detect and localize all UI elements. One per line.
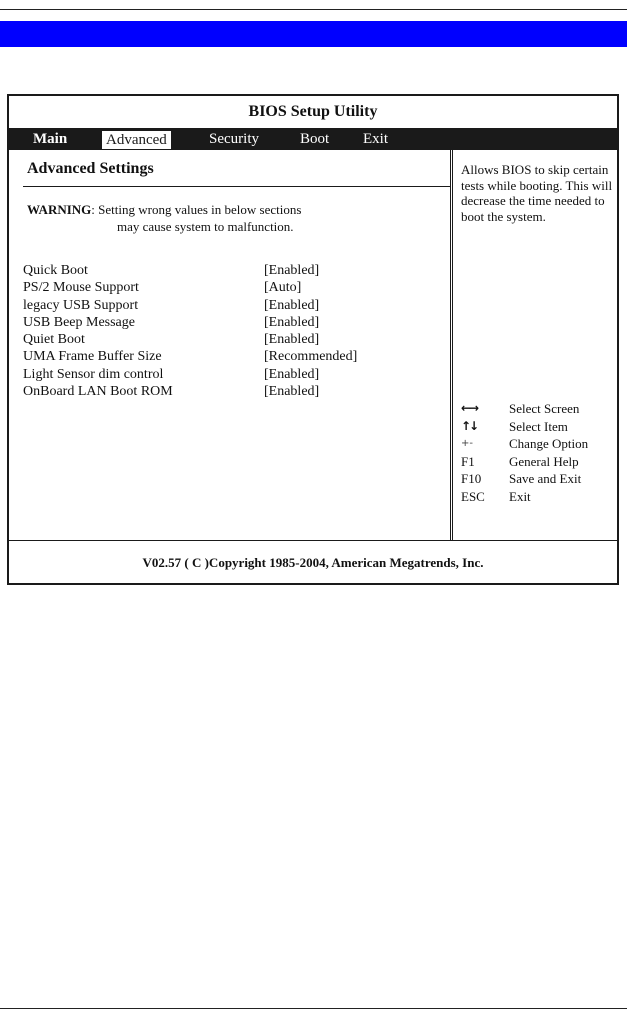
setting-row-light-sensor[interactable] xyxy=(23,366,443,383)
setting-name: legacy USB Support xyxy=(23,297,139,313)
key-legend xyxy=(461,400,617,505)
warning-label: WARNING xyxy=(27,202,92,217)
setting-row-quiet-boot[interactable] xyxy=(23,331,443,348)
top-rule xyxy=(0,9,627,10)
bottom-rule xyxy=(0,1008,627,1009)
key-row-exit xyxy=(461,488,617,506)
setting-row-onboard-lan-rom[interactable] xyxy=(23,383,443,400)
setting-row-legacy-usb[interactable] xyxy=(23,297,443,314)
key-description: General Help xyxy=(509,453,579,469)
key-row-save-exit xyxy=(461,470,617,488)
key-label: F1 xyxy=(461,453,475,469)
setting-value[interactable]: [Enabled] xyxy=(264,297,320,313)
setting-name: PS/2 Mouse Support xyxy=(23,280,139,296)
tab-exit[interactable]: Exit xyxy=(363,131,388,147)
setting-row-quick-boot[interactable] xyxy=(23,262,443,279)
key-label: F10 xyxy=(461,471,482,486)
key-row-change-option xyxy=(461,435,617,453)
tab-boot[interactable]: Boot xyxy=(300,131,330,147)
setting-value[interactable]: [Enabled] xyxy=(264,366,320,382)
setting-value[interactable]: [Enabled] xyxy=(264,263,320,278)
settings-panel xyxy=(9,150,451,540)
key-row-select-screen xyxy=(461,400,617,418)
tab-advanced[interactable]: Advanced xyxy=(101,130,172,150)
key-row-general-help xyxy=(461,453,617,471)
key-label: ESC xyxy=(461,488,485,504)
bios-title: BIOS Setup Utility xyxy=(248,103,378,120)
bios-screen xyxy=(7,94,619,585)
help-text: Allows BIOS to skip certain tests while booting. This will decrease the time needed to boot the system. xyxy=(461,162,613,224)
setting-name: OnBoard LAN Boot ROM xyxy=(23,384,173,400)
help-panel xyxy=(451,150,617,540)
setting-name: Light Sensor dim control xyxy=(23,366,164,382)
settings-list xyxy=(23,262,443,400)
setting-row-usb-beep[interactable] xyxy=(23,314,443,331)
warning-message-line2: may cause system to malfunction. xyxy=(117,219,294,234)
key-description: Save and Exit xyxy=(509,471,582,486)
blue-header-bar xyxy=(0,21,627,47)
key-description: Exit xyxy=(509,488,531,504)
setting-value[interactable]: [Enabled] xyxy=(264,314,320,330)
tab-main[interactable]: Main xyxy=(33,131,68,147)
setting-name: UMA Frame Buffer Size xyxy=(23,349,162,365)
warning-message-line1: : Setting wrong values in below sections xyxy=(91,202,302,217)
setting-value[interactable]: [Recommended] xyxy=(264,349,358,365)
up-down-arrows-icon: ↑↓ xyxy=(461,418,478,433)
setting-row-ps2-mouse[interactable] xyxy=(23,279,443,296)
section-title: Advanced Settings xyxy=(27,160,154,177)
key-row-select-item xyxy=(461,418,617,436)
footer-divider xyxy=(9,540,617,541)
setting-name: USB Beep Message xyxy=(23,314,135,330)
copyright-footer: V02.57 ( C )Copyright 1985-2004, American Megatrends, Inc. xyxy=(142,555,484,570)
warning-text xyxy=(27,202,301,218)
left-right-arrows-icon: ←→ xyxy=(461,401,478,415)
setting-value[interactable]: [Enabled] xyxy=(264,332,320,348)
plus-minus-icon: +- xyxy=(461,438,473,449)
menu-bar xyxy=(9,128,617,150)
key-description: Change Option xyxy=(509,436,589,451)
setting-name: Quiet Boot xyxy=(23,332,85,348)
key-description: Select Item xyxy=(509,418,568,434)
key-description: Select Screen xyxy=(509,401,580,416)
setting-value[interactable]: [Auto] xyxy=(264,280,302,296)
setting-row-uma-frame-buffer[interactable] xyxy=(23,348,443,365)
section-divider xyxy=(23,186,451,187)
setting-name: Quick Boot xyxy=(23,263,88,278)
tab-security[interactable]: Security xyxy=(209,131,259,147)
setting-value[interactable]: [Enabled] xyxy=(264,384,320,400)
